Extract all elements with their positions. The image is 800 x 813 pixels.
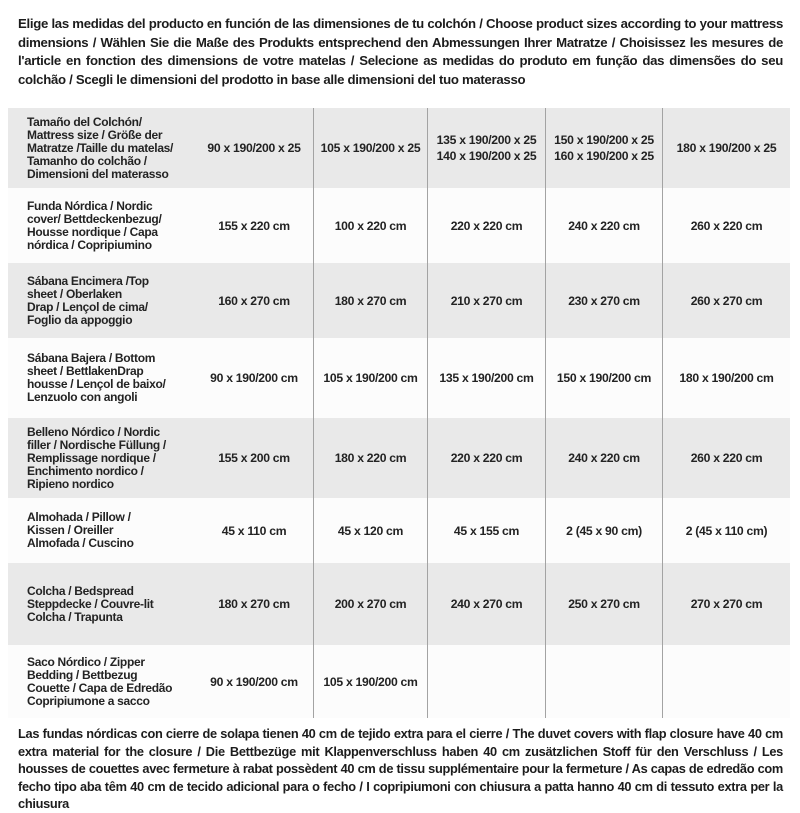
size-cell [427, 645, 545, 718]
size-cell: 2 (45 x 110 cm) [662, 498, 790, 563]
size-cell: 250 x 270 cm [545, 563, 662, 645]
size-cell: 180 x 190/200 cm [662, 338, 790, 418]
table-row [8, 338, 790, 418]
table-row [8, 645, 790, 718]
size-cell: 180 x 220 cm [313, 418, 427, 498]
size-cell: 180 x 270 cm [218, 597, 290, 611]
intro-text: Elige las medidas del producto en función de las dimensiones de tu colchón / Choose product sizes according to your mattress dimensions / Wählen Sie die Maße des Produkts entsprechend den Abmessungen Ihrer Matratze / Choisissez les mesures de l'article en fonction des dimensions de votre matelas / Selecione as medidas do produto em função das dimensões do seu colchão / Scegli le dimensioni del prodotto in base alle dimensioni del tuo materasso [18, 16, 783, 87]
size-cell: 240 x 270 cm [427, 563, 545, 645]
size-cell: 230 x 270 cm [545, 263, 662, 338]
table-row [8, 418, 790, 498]
size-cell [662, 645, 790, 718]
size-cell: 150 x 190/200 cm [545, 338, 662, 418]
size-cell: 45 x 120 cm [313, 498, 427, 563]
size-table [8, 108, 790, 718]
size-cell: 260 x 220 cm [662, 418, 790, 498]
table-row [8, 498, 790, 563]
size-cell: 220 x 220 cm [427, 418, 545, 498]
table-row [8, 108, 790, 188]
footnote-text: Las fundas nórdicas con cierre de solapa tienen 40 cm de tejido extra para el cierre / The duvet covers with flap closure have 40 cm extra material for the closure / Die Bettbezüge mit Klappenverschluss haben 40 cm zusätzlichen Stoff für den Verschluss / Les housses de couettes avec fermeture à rabat possèdent 40 cm de tissu supplémentaire pour la fermeture / As capas de edredão com fecho tipo aba têm 40 cm de tecido adicional para o fecho / I copripiumoni con chiusura a patta hanno 40 cm di tessuto extra per la chiusura [18, 726, 783, 811]
size-cell: 220 x 220 cm [427, 188, 545, 263]
size-cell: 105 x 190/200 x 25 [313, 108, 427, 188]
size-cell: 45 x 110 cm [221, 523, 287, 538]
size-cell: 135 x 190/200 cm [427, 338, 545, 418]
size-cell: 180 x 190/200 x 25 [662, 108, 790, 188]
size-cell [545, 645, 662, 718]
size-cell: 180 x 270 cm [313, 263, 427, 338]
size-cell: 105 x 190/200 cm [313, 645, 427, 718]
size-cell: 2 (45 x 90 cm) [545, 498, 662, 563]
size-cell: 90 x 190/200 cm [210, 371, 298, 385]
table-row [8, 263, 790, 338]
row-label: Tamaño del Colchón/ Mattress size / Größe der Matratze /Taille du matelas/ Tamanho do colchão / Dimensioni del materasso [27, 114, 174, 181]
table-row [8, 563, 790, 645]
size-cell: 200 x 270 cm [313, 563, 427, 645]
size-cell: 155 x 200 cm [218, 451, 290, 465]
size-cell: 260 x 270 cm [662, 263, 790, 338]
row-label: Sábana Bajera / Bottom sheet / BettlakenDrap housse / Lençol de baixo/ Lenzuolo con angoli [27, 351, 166, 404]
size-cell: 100 x 220 cm [313, 188, 427, 263]
size-cell: 240 x 220 cm [545, 188, 662, 263]
row-label: Belleno Nórdico / Nordic filler / Nordische Füllung / Remplissage nordique / Enchimento nordico / Ripieno nordico [27, 424, 166, 491]
size-cell: 240 x 220 cm [545, 418, 662, 498]
size-cell: 105 x 190/200 cm [313, 338, 427, 418]
row-label: Funda Nórdica / Nordic cover/ Bettdeckenbezug/ Housse nordique / Capa nórdica / Copripiumino [27, 198, 162, 252]
table-row [8, 188, 790, 263]
row-label: Saco Nórdico / Zipper Bedding / Bettbezug Couette / Capa de Edredão Copripiumone a sacco [27, 654, 173, 708]
size-cell: 155 x 220 cm [218, 218, 290, 233]
size-cell: 90 x 190/200 x 25 [207, 141, 301, 155]
size-cell: 270 x 270 cm [662, 563, 790, 645]
size-cell: 150 x 190/200 x 25 160 x 190/200 x 25 [545, 108, 662, 188]
size-cell: 135 x 190/200 x 25 140 x 190/200 x 25 [427, 108, 545, 188]
size-cell: 260 x 220 cm [662, 188, 790, 263]
row-label: Colcha / Bedspread Steppdecke / Couvre-lit Colcha / Trapunta [27, 583, 154, 624]
size-cell: 210 x 270 cm [427, 263, 545, 338]
row-label: Sábana Encimera /Top sheet / Oberlaken Drap / Lençol de cima/ Foglio da appoggio [27, 273, 149, 327]
size-cell: 90 x 190/200 cm [210, 674, 298, 689]
size-cell: 160 x 270 cm [218, 293, 290, 308]
size-cell: 45 x 155 cm [427, 498, 545, 563]
row-label: Almohada / Pillow / Kissen / Oreiller Almofada / Cuscino [27, 510, 134, 550]
